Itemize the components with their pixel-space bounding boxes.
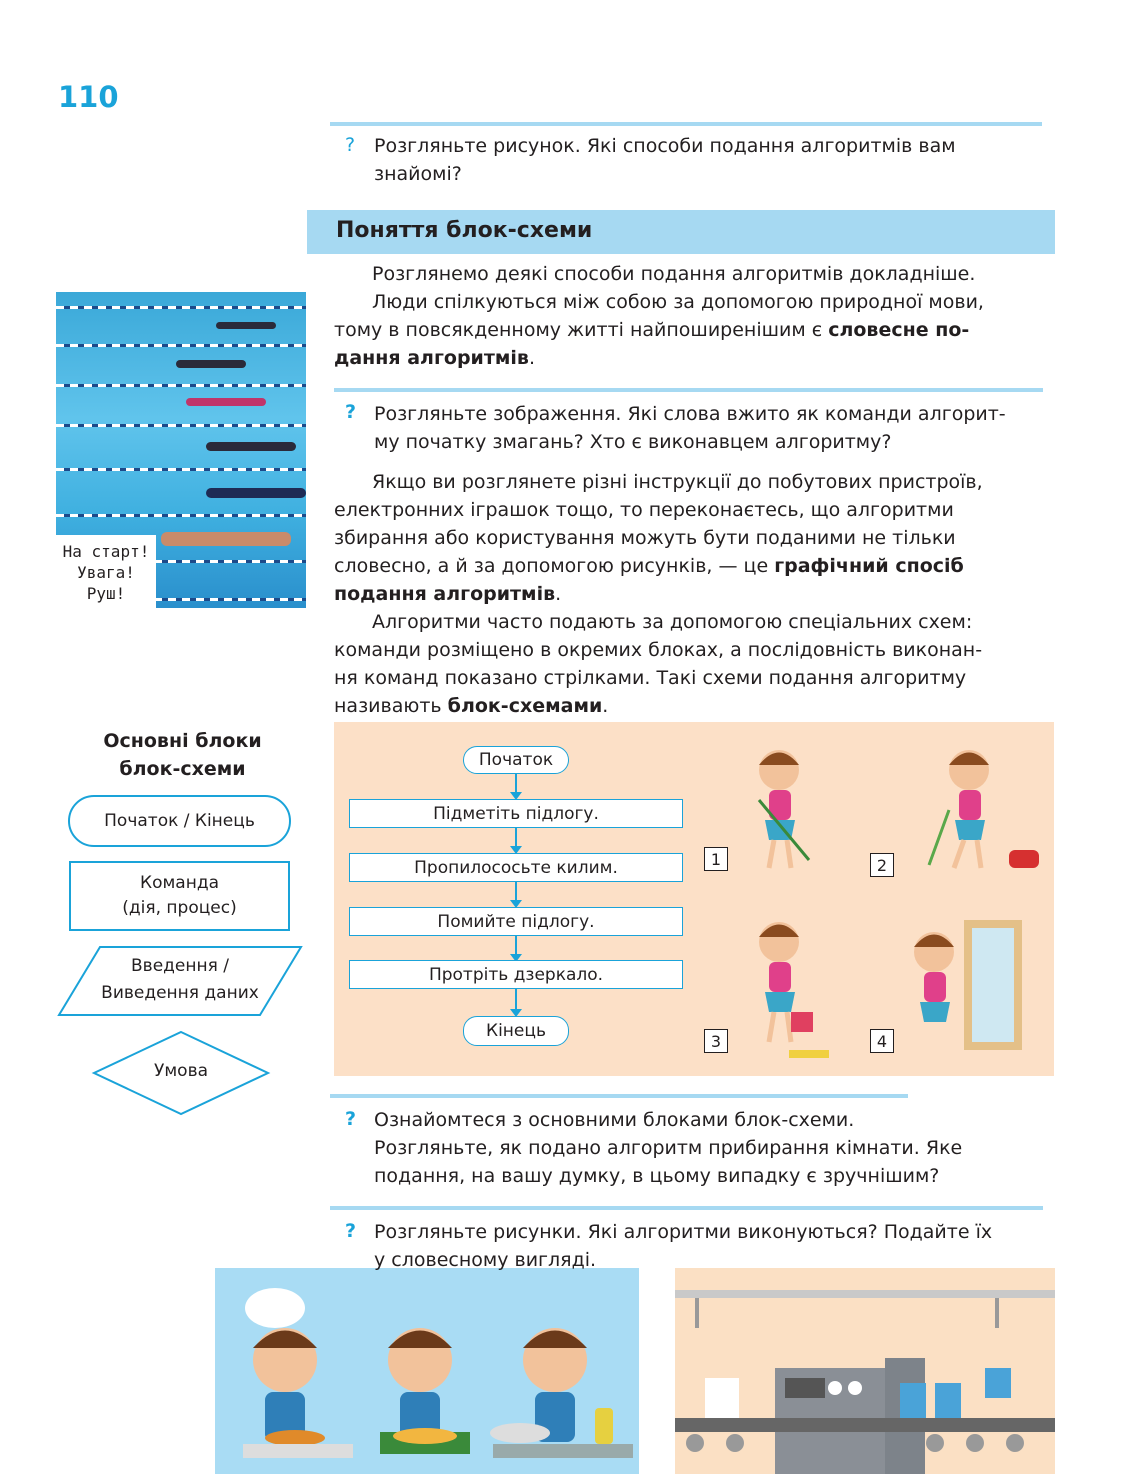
girl-mirror-picture	[894, 912, 1044, 1062]
question-2-line: му початку змагань? Хто є виконавцем алгоритму?	[374, 431, 892, 453]
question-3-line: подання, на вашу думку, в цьому випадку є зручнішим?	[374, 1165, 940, 1187]
flowchart-step: Пропилососьте килим.	[349, 853, 683, 882]
terminal-block-label: Початок / Кінець	[104, 810, 255, 831]
io-block-label	[56, 953, 304, 1007]
legend-title-line: блок-схеми	[119, 758, 246, 780]
question-3-line: Ознайомтеся з основними блоками блок-схеми.	[374, 1109, 855, 1131]
divider	[330, 1094, 908, 1098]
question-3	[374, 1106, 1026, 1190]
text: тому в повсякденному житті найпоширенішим є	[334, 319, 823, 341]
flowchart-arrow	[515, 989, 517, 1015]
divider	[330, 1206, 1043, 1210]
question-4-line: Розгляньте рисунки. Які алгоритми виконуються? Подайте їх	[374, 1221, 993, 1243]
flowchart-step: Протріть дзеркало.	[349, 960, 683, 989]
paragraph-3	[334, 608, 1026, 720]
caption-line: Руш!	[86, 584, 126, 603]
factory-drawing	[675, 1268, 1055, 1474]
picture-number: 2	[870, 853, 894, 877]
command-block-label: Команда	[140, 873, 219, 893]
divider	[330, 122, 1042, 126]
condition-block-label: Умова	[153, 1061, 209, 1081]
blocks-legend-title	[70, 727, 295, 783]
flowchart-arrow	[515, 882, 517, 906]
flowchart-step: Помийте підлогу.	[349, 907, 683, 936]
flowchart-arrow	[515, 828, 517, 852]
question-mark-icon: ?	[345, 134, 356, 156]
paragraph-line	[334, 580, 1026, 608]
io-block-line: Виведення даних	[101, 983, 259, 1003]
question-2	[374, 400, 1026, 456]
paragraph-line	[334, 316, 1026, 344]
question-mark-icon: ?	[345, 1220, 357, 1242]
flowchart-end: Кінець	[463, 1016, 569, 1046]
command-block	[69, 861, 290, 931]
page-number: 110	[58, 80, 119, 114]
cleaning-illustration	[334, 722, 1054, 1076]
question-4-line: у словесному вигляді.	[374, 1249, 597, 1271]
paragraph-line: ня команд показано стрілками. Такі схеми подання алгоритму	[334, 667, 967, 689]
question-mark-icon: ?	[345, 401, 357, 423]
bold-term: дання алгоритмів	[334, 347, 529, 369]
question-1	[374, 132, 1026, 188]
text: .	[555, 583, 562, 605]
bold-term: графічний спосіб	[774, 555, 964, 577]
bold-term: подання алгоритмів	[334, 583, 556, 605]
caption-line: На старт!	[62, 542, 150, 561]
text: словесно, а й за допомогою рисунків, — це	[334, 555, 769, 577]
paragraph-1	[334, 260, 1026, 372]
flowchart-arrow	[515, 774, 517, 798]
paragraph-line: команди розміщено в окремих блоках, а послідовність виконан-	[334, 639, 983, 661]
flowchart-step: Підметіть підлогу.	[349, 799, 683, 828]
swim-caption	[56, 535, 156, 614]
question-2-line: Розгляньте зображення. Які слова вжито як команди алгорит-	[374, 403, 1006, 425]
girl-mopping-picture	[729, 912, 849, 1062]
paragraph-line: Люди спілкуються між собою за допомогою природної мови,	[372, 291, 984, 313]
boy-cooking-eating-washing-picture	[215, 1268, 639, 1474]
question-mark-icon: ?	[345, 1108, 357, 1130]
paragraph-line: Розглянемо деякі способи подання алгоритмів докладніше.	[372, 263, 976, 285]
text: називають	[334, 695, 442, 717]
command-block-label: (дія, процес)	[122, 898, 237, 918]
flowchart-start: Початок	[463, 746, 569, 774]
section-title: Поняття блок-схеми	[336, 218, 593, 243]
io-block-line: Введення /	[131, 956, 229, 976]
picture-number: 4	[870, 1029, 894, 1053]
text: .	[528, 347, 535, 369]
question-3-line: Розгляньте, як подано алгоритм прибирання кімнати. Яке	[374, 1137, 963, 1159]
question-1-line: знайомі?	[374, 163, 462, 185]
terminal-block	[68, 795, 291, 847]
divider	[334, 388, 1043, 392]
paragraph-line: збирання або користування можуть бути поданими не тільки	[334, 527, 956, 549]
bold-term: блок-схемами	[447, 695, 603, 717]
girl-vacuuming-picture	[909, 740, 1049, 880]
caption-line: Увага!	[77, 563, 135, 582]
boy-sequence-drawing	[215, 1268, 639, 1474]
paragraph-line	[334, 552, 1026, 580]
question-4	[374, 1218, 1026, 1274]
flowchart-arrow	[515, 936, 517, 960]
legend-title-line: Основні блоки	[103, 730, 262, 752]
bold-term: словесне по-	[828, 319, 970, 341]
paragraph-line: Якщо ви розглянете різні інструкції до побутових пристроїв,	[372, 471, 983, 493]
picture-number: 1	[704, 847, 728, 871]
paragraph-2	[334, 468, 1026, 608]
girl-sweeping-picture	[729, 740, 849, 880]
paragraph-line: електронних іграшок тощо, то переконаєтесь, що алгоритми	[334, 499, 954, 521]
factory-line-picture	[675, 1268, 1055, 1474]
paragraph-line: Алгоритми часто подають за допомогою спеціальних схем:	[372, 611, 973, 633]
picture-number: 3	[704, 1029, 728, 1053]
text: .	[602, 695, 609, 717]
paragraph-line	[334, 692, 1026, 720]
question-1-line: Розгляньте рисунок. Які способи подання алгоритмів вам	[374, 135, 956, 157]
paragraph-line	[334, 344, 1026, 372]
